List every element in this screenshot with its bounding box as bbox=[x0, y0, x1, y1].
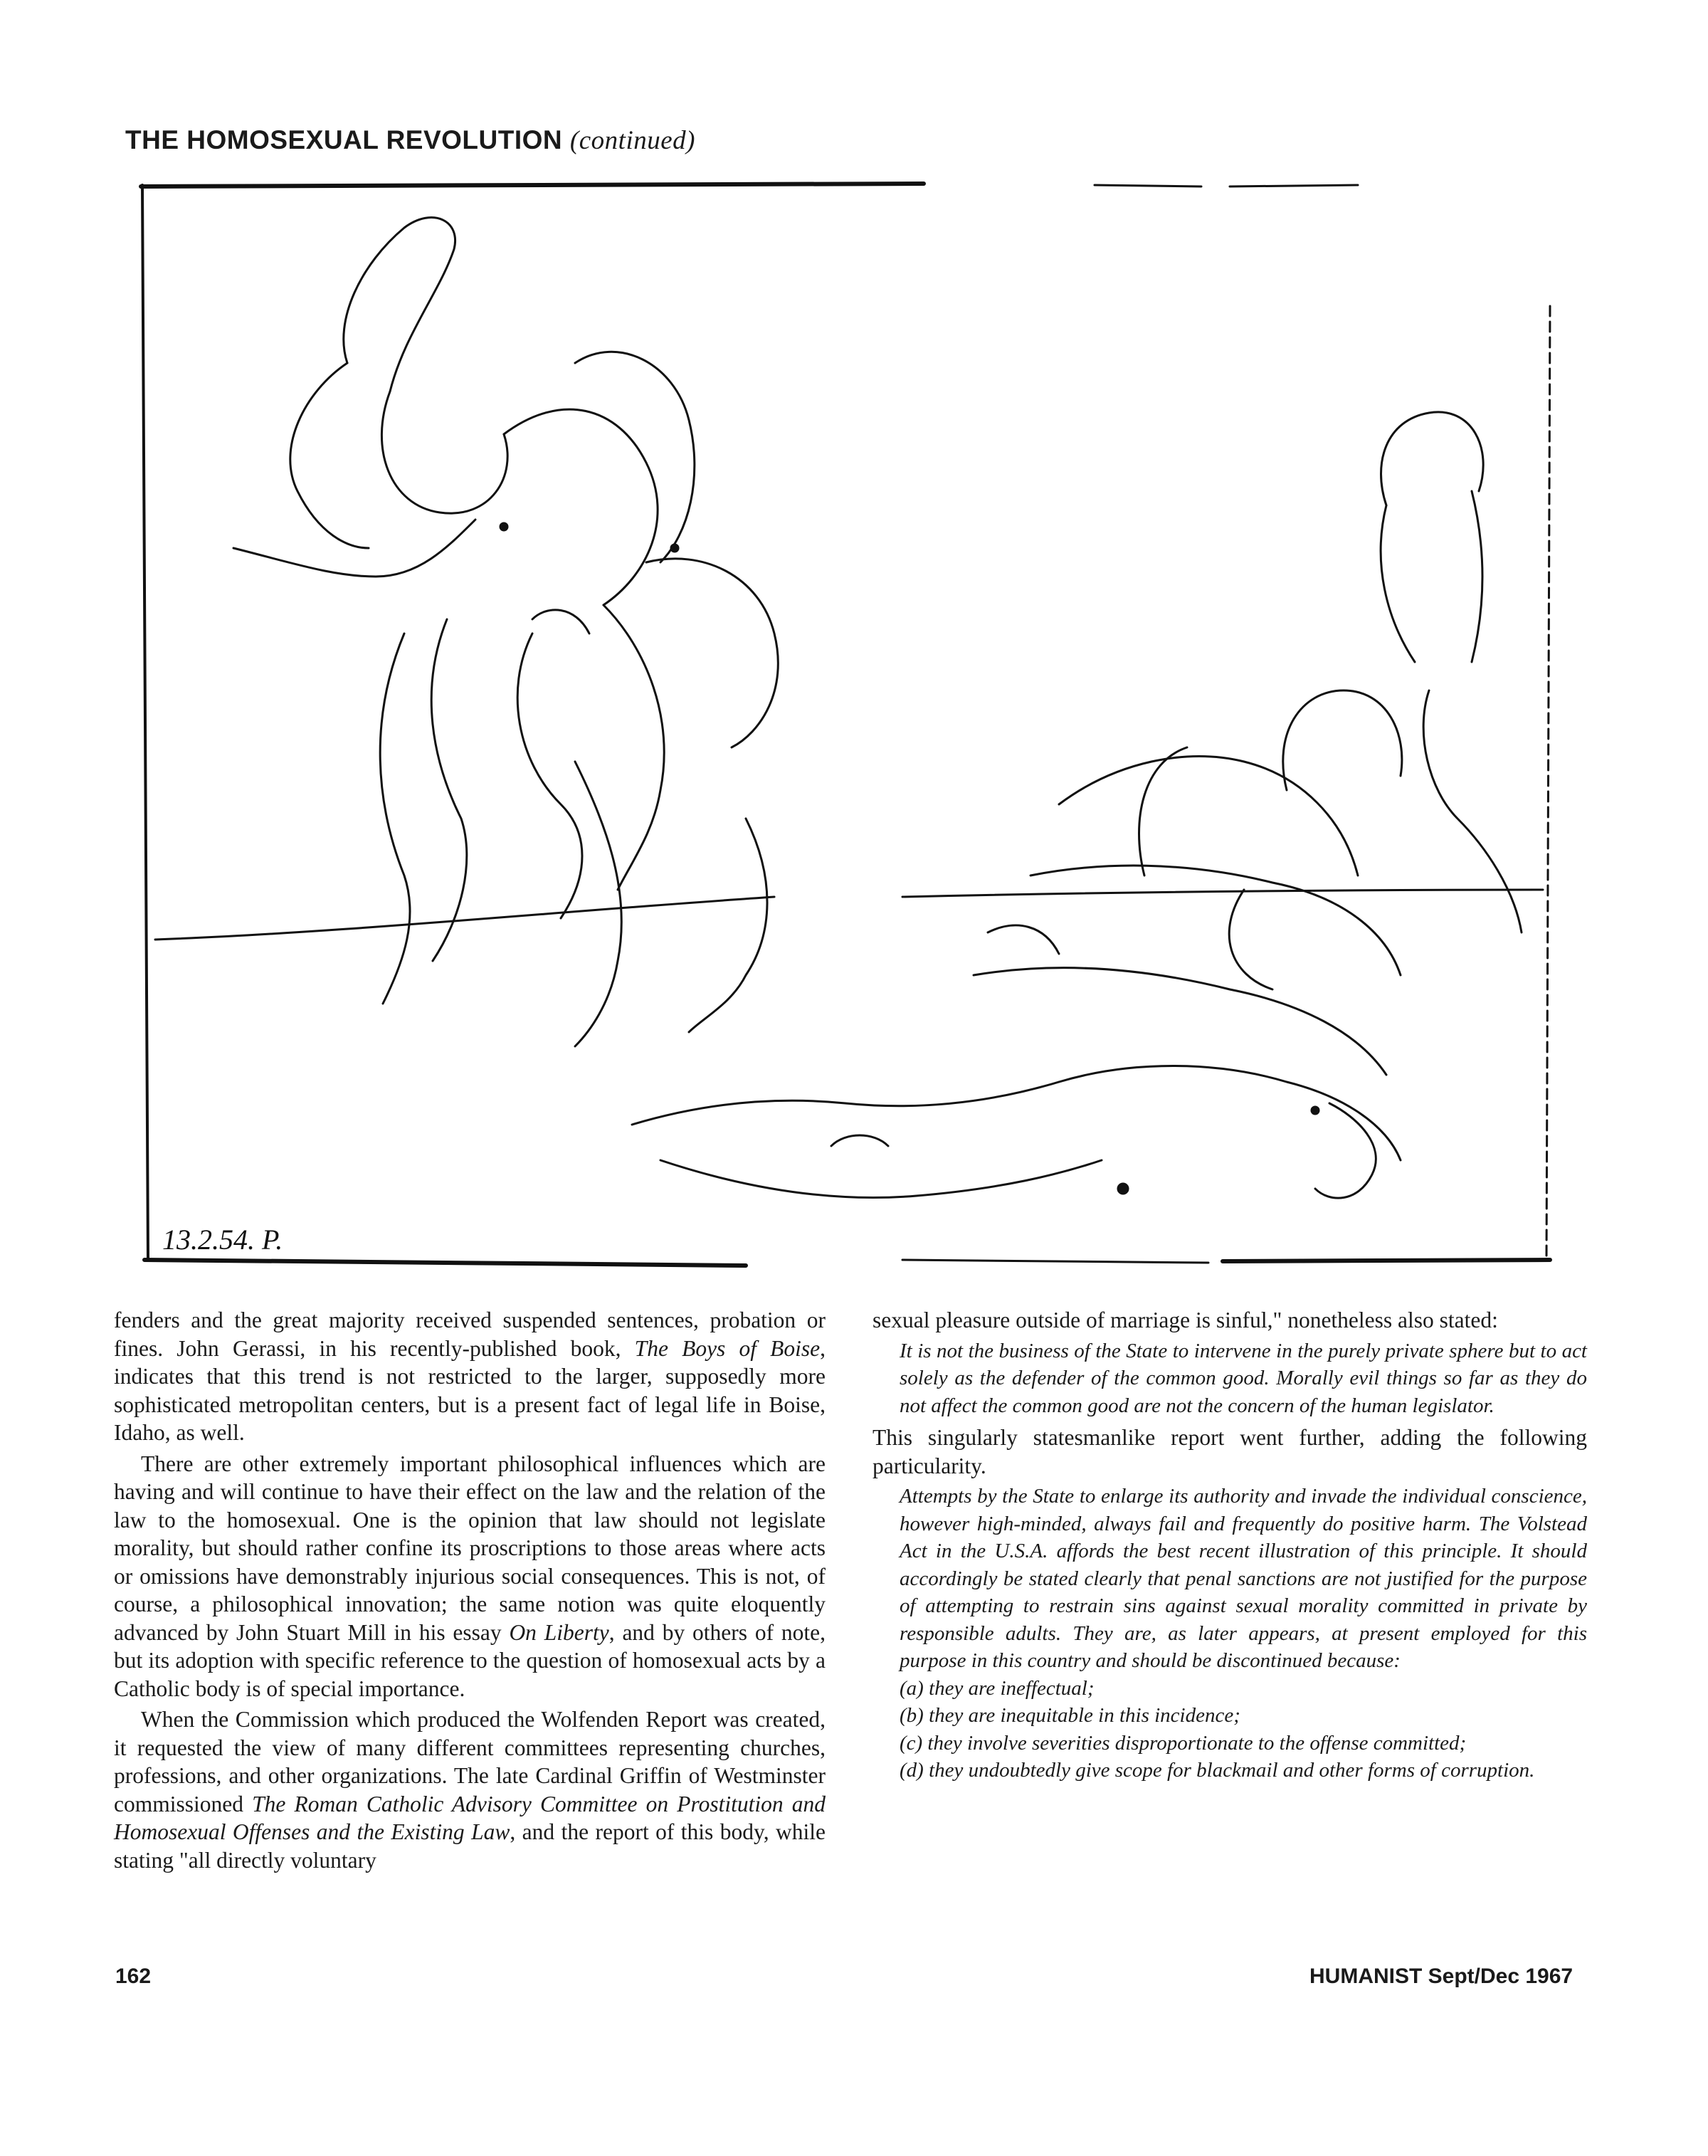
left-paragraph-2 bbox=[114, 1450, 826, 1703]
page-header bbox=[125, 125, 695, 156]
right-paragraph-1: sexual pleasure outside of marriage is sinful," nonetheless also stated: bbox=[873, 1308, 1498, 1332]
artist-signature: 13.2.54. P. bbox=[162, 1224, 283, 1256]
list-item: (c) they involve severities disproportionate to the offense committed; bbox=[900, 1731, 1467, 1755]
left-paragraph-3 bbox=[114, 1705, 826, 1874]
magazine-issue: HUMANIST Sept/Dec 1967 bbox=[1309, 1965, 1573, 1988]
left-column bbox=[114, 1306, 826, 1874]
text-run: , and by others of note, but its adoption with specific reference to the question of homosexual acts by a Catholic body is of special importance. bbox=[114, 1619, 826, 1701]
right-column bbox=[873, 1306, 1587, 1789]
header-title: THE HOMOSEXUAL REVOLUTION bbox=[125, 125, 563, 154]
left-paragraph-1 bbox=[114, 1306, 826, 1447]
committee-title: The Roman Catholic Advisory Committee on Prostitution and Homosexual Offenses and the Existing Law bbox=[114, 1791, 826, 1844]
block-quote-1 bbox=[900, 1337, 1587, 1420]
text-run: fenders and the great majority received suspended sentences, probation or fines. John Gerassi, in his recently-published book, bbox=[114, 1308, 826, 1361]
text-run: There are other extremely important philosophical influences which are having and will continue to have their effect on the law and the relation of the law to the homosexual. One is the opinion that law should not legislate morality, but should rather confine its proscriptions to those areas where acts or omissions have demonstrably injurious social consequences. This is not, of course, a philosophical innovation; the same notion was quite eloquently advanced by John Stuart Mill in his essay bbox=[114, 1451, 826, 1645]
list-item: (d) they undoubtedly give scope for blackmail and other forms of corruption. bbox=[900, 1759, 1535, 1782]
text-run: , and the report of this body, while stating "all directly voluntary bbox=[114, 1819, 826, 1873]
page-number: 162 bbox=[115, 1965, 152, 1988]
text-run: , indicates that this trend is not restricted to the larger, supposedly more sophisticated metropolitan centers, but is a present fact of legal life in Boise, Idaho, as well. bbox=[114, 1335, 826, 1445]
list-item: (a) they are ineffectual; bbox=[900, 1676, 1095, 1700]
right-paragraph-2: This singularly statesmanlike report went further, adding the following particularity. bbox=[873, 1425, 1587, 1478]
book-title: The Boys of Boise bbox=[634, 1335, 821, 1361]
block-quote-2 bbox=[900, 1483, 1587, 1784]
line-drawing-illustration bbox=[134, 178, 1557, 1274]
quote-text: Attempts by the State to enlarge its authority and invade the individual conscience, however high-minded, always fail and frequently do positive harm. The Volstead Act in the U.S.A. affords the best recent illustration of this principle. It should accordingly be stated clearly that penal sanctions are not justified for the purpose of attempting to restrain sins against sexual morality committed in private by responsible adults. They are, as later appears, at present employed for this purpose in this country and should be discontinued because: bbox=[900, 1485, 1587, 1672]
text-run: When the Commission which produced the Wolfenden Report was created, it requested the view of many different committees representing churches, professions, and other organizations. The late Cardinal Griffin of Westminster commissioned bbox=[114, 1707, 826, 1816]
essay-title: On Liberty bbox=[509, 1619, 609, 1645]
list-item: (b) they are inequitable in this incidence; bbox=[900, 1704, 1240, 1727]
header-continued: (continued) bbox=[569, 126, 695, 155]
quote-text: It is not the business of the State to intervene in the purely private sphere but to act solely as the defender of the common good. Morally evil things so far as they do not affect the common good are not the concern of the human legislator. bbox=[900, 1339, 1587, 1417]
